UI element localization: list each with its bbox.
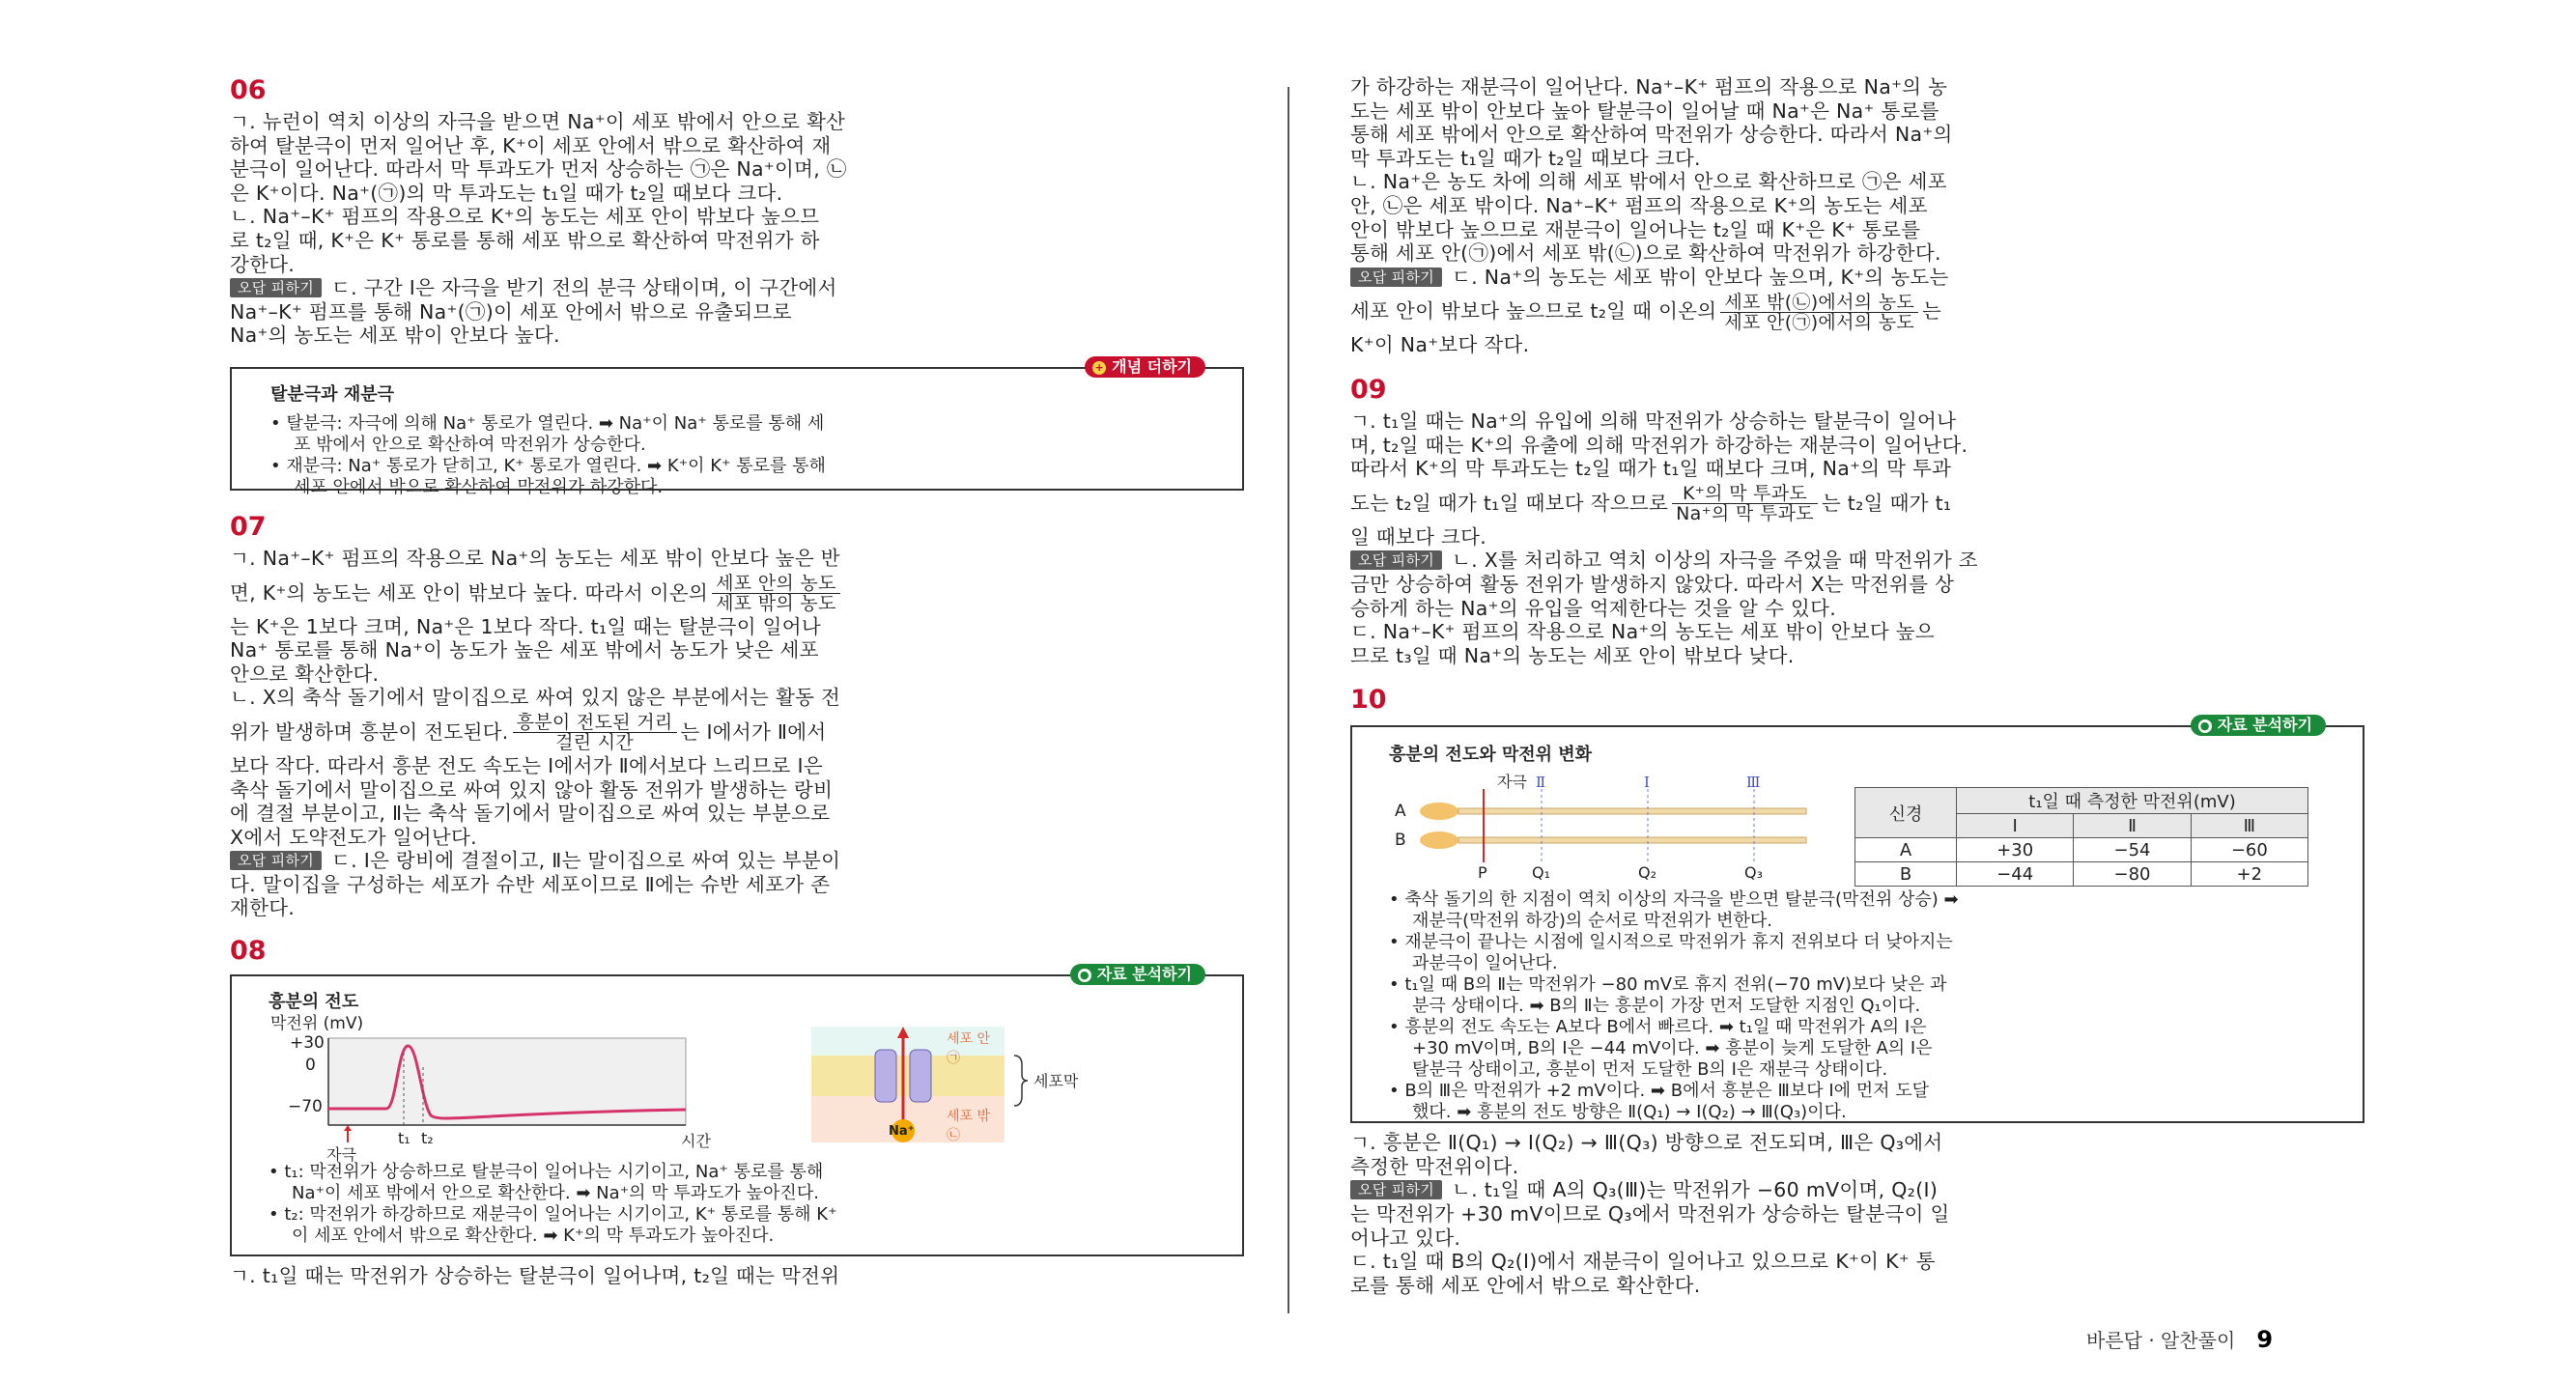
y-tick: 0 <box>305 1056 316 1076</box>
potential-table <box>1854 787 2308 887</box>
table-col-header: Ⅲ <box>2191 814 2307 838</box>
membrane-channel-diagram <box>811 1027 1053 1152</box>
text-line: 도는 t₂일 때가 t₁일 때보다 작으므로 $\frac{\text{K⁺의 막 투과도}}{\text{Na⁺의 막 투과도}}$ 는 t₂일 때가 t₁ <box>1350 483 1952 525</box>
text-line: K⁺이 Na⁺보다 작다. <box>1350 333 1530 357</box>
point-q3: Q₃ <box>1744 863 1764 883</box>
text-line: Na⁺의 농도는 세포 밖이 안보다 높다. <box>230 324 560 348</box>
text-line: 오답 피하기 ㄷ. Na⁺의 농도는 세포 밖이 안보다 높으며, K⁺의 농도는 <box>1350 266 2364 290</box>
box-title: 탈분극과 재분극 <box>270 383 394 405</box>
box-line: • 축삭 돌기의 한 지점이 역치 이상의 자극을 받으면 탈분극(막전위 상승) ➡ <box>1389 889 1959 911</box>
neuron-a-label: A <box>1395 802 1406 822</box>
text-line: 막 투과도는 t₁일 때가 t₂일 때보다 크다. <box>1350 146 1701 170</box>
text-line: 므로 t₃일 때 Na⁺의 농도는 세포 안이 밖보다 낮다. <box>1350 643 1795 667</box>
text-line: 승하게 하는 Na⁺의 유입을 억제한다는 것을 알 수 있다. <box>1350 596 1837 620</box>
fraction: $\frac{\text{흥분이 전도된 거리}}{\text{걸린 시간}}$ <box>513 713 677 752</box>
magnifier-icon: ● <box>2198 719 2212 733</box>
action-potential-graph <box>251 1009 792 1144</box>
x-axis-label: 시간 <box>681 1132 711 1151</box>
inside-label: 세포 안 ㉠ <box>947 1031 991 1067</box>
box-line: • 재분극: Na⁺ 통로가 닫히고, K⁺ 통로가 열린다. ➡ K⁺이 K⁺ 통로를 통해 <box>270 455 826 476</box>
data-analysis-box-10 <box>1350 716 2364 1123</box>
box-line: • 탈분극: 자극에 의해 Na⁺ 통로가 열린다. ➡ Na⁺이 Na⁺ 통로를 통해 세 <box>270 412 825 434</box>
box-line: 포 밖에서 안으로 확산하여 막전위가 상승한다. <box>294 434 646 455</box>
text-line: 오답 피하기 ㄴ. t₁일 때 A의 Q₃(Ⅲ)는 막전위가 −60 mV이며, Q₂(Ⅰ) <box>1350 1178 2364 1202</box>
text-line: 금만 상승하여 활동 전위가 발생하지 않았다. 따라서 X는 막전위를 상 <box>1350 572 1955 596</box>
table-cell: B <box>1855 862 1957 887</box>
text-line: 일 때보다 크다. <box>1350 524 1487 549</box>
channel-protein-right <box>910 1050 931 1102</box>
box-line: • 재분극이 끝나는 시점에 일시적으로 막전위가 휴지 전위보다 더 낮아지는 <box>1389 932 1953 953</box>
text-line: 오답 피하기 ㄷ. 구간 Ⅰ은 자극을 받기 전의 분극 상태이며, 이 구간에서 <box>230 276 1244 300</box>
box-line: 과분극이 일어난다. <box>1412 953 1558 974</box>
text-line: 로를 통해 세포 안에서 밖으로 확산한다. <box>1350 1273 1701 1297</box>
text-line: ㄷ. t₁일 때 B의 Q₂(Ⅰ)에서 재분극이 일어나고 있으므로 K⁺이 K⁺ 통 <box>1350 1250 1936 1274</box>
point-q1: Q₁ <box>1532 863 1551 883</box>
page-number: 9 <box>2256 1326 2274 1353</box>
question-number-09: 09 <box>1350 374 1387 405</box>
data-analysis-box-08 <box>230 965 1244 1256</box>
neuron-diagram <box>1381 766 1835 882</box>
point-roman-II: Ⅱ <box>1536 774 1546 792</box>
box-line: 재분극(막전위 하강)의 순서로 막전위가 변한다. <box>1412 911 1773 932</box>
y-tick: +30 <box>290 1033 325 1054</box>
concept-tag: + 개념 더하기 <box>1085 356 1205 378</box>
table-cell: A <box>1855 838 1957 862</box>
concept-box-06 <box>230 356 1244 497</box>
text-line: 에 결절 부분이고, Ⅱ는 축삭 돌기에서 말이집으로 싸여 있는 부분으로 <box>230 802 831 826</box>
box-line: • t₂: 막전위가 하강하므로 재분극이 일어나는 시기이고, K⁺ 통로를 통해 K⁺ <box>269 1204 837 1226</box>
text-line: 보다 작다. 따라서 흥분 전도 속도는 Ⅰ에서가 Ⅱ에서보다 느리므로 Ⅰ은 <box>230 753 823 777</box>
text-line: ㄱ. 뉴런이 역치 이상의 자극을 받으면 Na⁺이 세포 밖에서 안으로 확산 <box>230 110 846 133</box>
wrong-answer-badge: 오답 피하기 <box>1350 550 1442 570</box>
wrong-answer-badge: 오답 피하기 <box>1350 1180 1442 1199</box>
table-cell: −54 <box>2074 838 2191 862</box>
fraction: $\frac{\text{K⁺의 막 투과도}}{\text{Na⁺의 막 투과도}}$ <box>1672 484 1818 523</box>
text-line: ㄴ. Na⁺은 농도 차에 의해 세포 밖에서 안으로 확산하므로 ㉠은 세포 <box>1350 170 1947 194</box>
analysis-tag: ● 자료 분석하기 <box>1070 964 1205 985</box>
table-col-header: Ⅱ <box>2074 814 2191 838</box>
text-line: 어나고 있다. <box>1350 1226 1461 1250</box>
text-line: 는 K⁺은 1보다 크며, Na⁺은 1보다 작다. t₁일 때는 탈분극이 일어나 <box>230 614 821 638</box>
point-roman-III: Ⅲ <box>1746 774 1761 792</box>
table-cell: −80 <box>2074 862 2191 887</box>
table-row <box>1855 862 2308 887</box>
page-footer <box>2086 1325 2273 1353</box>
box-title: 흥분의 전도 <box>269 992 359 1013</box>
text-line: 면, K⁺의 농도는 세포 안이 밖보다 높다. 따라서 이온의 $\frac{\text{세포 안의 농도}}{\text{세포 밖의 농도}}$ <box>230 571 1244 615</box>
text-line: Na⁺–K⁺ 펌프를 통해 Na⁺(㉠)이 세포 안에서 밖으로 유출되므로 <box>230 299 792 324</box>
box-line: • B의 Ⅲ은 막전위가 +2 mV이다. ➡ B에서 흥분은 Ⅲ보다 Ⅰ에 먼저 도달 <box>1389 1081 1930 1102</box>
y-tick: −70 <box>288 1097 323 1117</box>
column-divider <box>1288 87 1289 1313</box>
fraction: $\frac{\text{세포 밖(㉡)에서의 농도}}{\text{세포 안(㉠)에서의 농도}}$ <box>1720 293 1918 332</box>
text-line: 통해 세포 안(㉠)에서 세포 밖(㉡)으로 확산하여 막전위가 하강한다. <box>1350 241 1941 266</box>
text-line: X에서 도약전도가 일어난다. <box>230 825 477 849</box>
text-line: 도는 세포 밖이 안보다 높아 탈분극이 일어날 때 Na⁺은 Na⁺ 통로를 <box>1350 99 1939 123</box>
text-line: 하여 탈분극이 먼저 일어난 후, K⁺이 세포 안에서 밖으로 확산하여 재 <box>230 133 832 157</box>
box-line: • 흥분의 전도 속도는 A보다 B에서 빠르다. ➡ t₁일 때 막전위가 A의 Ⅰ은 <box>1389 1017 1927 1038</box>
t2-label: t₂ <box>421 1129 434 1148</box>
stimulus-label: 자극 <box>326 1145 356 1165</box>
text-line: ㄱ. t₁일 때는 막전위가 상승하는 탈분극이 일어나며, t₂일 때는 막전위 <box>230 1264 840 1288</box>
text-line: 가 하강하는 재분극이 일어난다. Na⁺–K⁺ 펌프의 작용으로 Na⁺의 농 <box>1350 75 1948 99</box>
box-line: • t₁일 때 B의 Ⅱ는 막전위가 −80 mV로 휴지 전위(−70 mV)보다 낮은 과 <box>1389 974 1947 996</box>
text-line: ㄱ. t₁일 때는 Na⁺의 유입에 의해 막전위가 상승하는 탈분극이 일어나 <box>1350 409 1957 433</box>
box-line: +30 mV이며, B의 Ⅰ은 −44 mV이다. ➡ 흥분이 늦게 도달한 A의 Ⅰ은 <box>1412 1038 1933 1059</box>
stimulus-label: 자극 <box>1497 773 1527 792</box>
box-line: 탈분극 상태이고, 흥분이 먼저 도달한 B의 Ⅰ은 재분극 상태이다. <box>1412 1059 1888 1081</box>
neuron-a-cell-body <box>1420 803 1458 820</box>
analysis-tag: ● 자료 분석하기 <box>2191 715 2326 736</box>
text-line: 통해 세포 밖에서 안으로 확산하여 막전위가 상승한다. 따라서 Na⁺의 <box>1350 123 1953 147</box>
text-line: 세포 안이 밖보다 높으므로 t₂일 때 이온의 $\frac{\text{세포 밖(㉡)에서의 농도}}{\text{세포 안(㉠)에서의 농도}}$ 는 <box>1350 291 1942 333</box>
text-line: 강한다. <box>230 252 296 276</box>
text-line: ㄷ. Na⁺–K⁺ 펌프의 작용으로 Na⁺의 농도는 세포 밖이 안보다 높으 <box>1350 620 1935 644</box>
wrong-answer-badge: 오답 피하기 <box>1350 268 1442 287</box>
point-p: P <box>1478 863 1487 883</box>
box-title: 흥분의 전도와 막전위 변화 <box>1389 745 1593 766</box>
wrong-answer-badge: 오답 피하기 <box>230 278 322 297</box>
text-line: 재한다. <box>230 896 296 920</box>
text-line: Na⁺ 통로를 통해 Na⁺이 농도가 높은 세포 밖에서 농도가 낮은 세포 <box>230 638 819 662</box>
table-cell: +30 <box>1957 838 2074 862</box>
table-col-header: Ⅰ <box>1957 814 2074 838</box>
text-line: 다. 말이집을 구성하는 세포가 슈반 세포이므로 Ⅱ에는 슈반 세포가 존 <box>230 872 831 896</box>
membrane-brace <box>1014 1056 1028 1106</box>
question-number-08: 08 <box>230 936 267 967</box>
table-cell: +2 <box>2191 862 2307 887</box>
wrong-answer-badge: 오답 피하기 <box>230 851 322 870</box>
table-header-main: t₁일 때 측정한 막전위(mV) <box>1957 788 2308 814</box>
text-line: 위가 발생하며 흥분이 전도된다. $\frac{\text{흥분이 전도된 거리}}{\text{걸린 시간}}$ 는 Ⅰ에서가 Ⅱ에서 <box>230 712 827 754</box>
table-cell: −60 <box>2191 838 2307 862</box>
table-cell: −44 <box>1957 862 2074 887</box>
table-row <box>1855 838 2308 862</box>
t1-label: t₁ <box>398 1129 410 1148</box>
text-line: 은 K⁺이다. Na⁺(㉠)의 막 투과도는 t₁일 때가 t₂일 때보다 크다. <box>230 181 783 205</box>
text-line: 따라서 K⁺의 막 투과도는 t₂일 때가 t₁일 때보다 크며, Na⁺의 막 투과 <box>1350 457 1952 481</box>
right-column <box>1350 75 2364 1297</box>
text-line: 축삭 돌기에서 말이집으로 싸여 있지 않아 활동 전위가 발생하는 랑비 <box>230 777 834 802</box>
left-column <box>230 75 1244 1288</box>
text-line: 오답 피하기 ㄴ. X를 처리하고 역치 이상의 자극을 주었을 때 막전위가 조 <box>1350 549 2364 573</box>
point-roman-I: Ⅰ <box>1644 774 1650 792</box>
text-line: 오답 피하기 ㄷ. Ⅰ은 랑비에 결절이고, Ⅱ는 말이집으로 싸여 있는 부분이 <box>230 849 1244 873</box>
box-line: • t₁: 막전위가 상승하므로 탈분극이 일어나는 시기이고, Na⁺ 통로를 통해 <box>269 1162 824 1183</box>
fraction: $\frac{\text{세포 안의 농도}}{\text{세포 밖의 농도}}$ <box>712 574 840 613</box>
text-line: 분극이 일어난다. 따라서 막 투과도가 먼저 상승하는 ㉠은 Na⁺이며, ㉡ <box>230 157 847 182</box>
text-line: 안이 밖보다 높으므로 재분극이 일어나는 t₂일 때 K⁺은 K⁺ 통로를 <box>1350 217 1921 241</box>
box-line: 세포 안에서 밖으로 확산하여 막전위가 하강한다. <box>294 476 664 497</box>
text-line: 며, t₂일 때는 K⁺의 유출에 의해 막전위가 하강하는 재분극이 일어난다. <box>1350 433 1968 457</box>
point-q2: Q₂ <box>1638 863 1657 883</box>
text-line: ㄱ. 흥분은 Ⅱ(Q₁) → Ⅰ(Q₂) → Ⅲ(Q₃) 방향으로 전도되며, Ⅲ은 Q₃에서 <box>1350 1131 1943 1155</box>
text-line: 안, ㉡은 세포 밖이다. Na⁺–K⁺ 펌프의 작용으로 K⁺의 농도는 세포 <box>1350 193 1928 217</box>
footer-label: 바른답 · 알찬풀이 <box>2086 1329 2236 1352</box>
stimulus-arrowhead <box>344 1125 352 1131</box>
channel-protein-left <box>875 1050 896 1102</box>
text-line: ㄱ. Na⁺–K⁺ 펌프의 작용으로 Na⁺의 농도는 세포 밖이 안보다 높은 반 <box>230 546 840 570</box>
outside-label: 세포 밖 ㉡ <box>947 1109 991 1144</box>
neuron-b-label: B <box>1395 831 1406 851</box>
text-line: 로 t₂일 때, K⁺은 K⁺ 통로를 통해 세포 밖으로 확산하여 막전위가 하 <box>230 228 820 252</box>
neuron-b-cell-body <box>1420 831 1458 849</box>
text-line: ㄴ. Na⁺–K⁺ 펌프의 작용으로 K⁺의 농도는 세포 안이 밖보다 높으므 <box>230 205 820 229</box>
text-line: 측정한 막전위이다. <box>1350 1154 1519 1178</box>
plus-icon: + <box>1092 361 1106 375</box>
box-line: 했다. ➡ 흥분의 전도 방향은 Ⅱ(Q₁) → Ⅰ(Q₂) → Ⅲ(Q₃)이다. <box>1412 1102 1847 1123</box>
table-header-neuron: 신경 <box>1855 788 1957 838</box>
question-number-06: 06 <box>230 75 267 105</box>
question-number-07: 07 <box>230 511 267 542</box>
magnifier-icon: ● <box>1078 969 1091 982</box>
box-line: Na⁺이 세포 밖에서 안으로 확산한다. ➡ Na⁺의 막 투과도가 높아진다. <box>292 1183 819 1204</box>
box-line: 분극 상태이다. ➡ B의 Ⅱ는 흥분이 가장 먼저 도달한 지점인 Q₁이다. <box>1412 996 1921 1017</box>
question-number-10: 10 <box>1350 685 1387 716</box>
box-line: 이 세포 안에서 밖으로 확산한다. ➡ K⁺의 막 투과도가 높아진다. <box>292 1226 775 1247</box>
text-line: 안으로 확산한다. <box>230 662 380 686</box>
graph-y-label: 막전위 (mV) <box>270 1014 364 1034</box>
text-line: ㄴ. X의 축삭 돌기에서 말이집으로 싸여 있지 않은 부분에서는 활동 전 <box>230 686 841 710</box>
membrane-label: 세포막 <box>1033 1072 1079 1091</box>
text-line: 는 막전위가 +30 mV이므로 Q₃에서 막전위가 상승하는 탈분극이 일 <box>1350 1202 1950 1226</box>
na-ion-label: Na⁺ <box>889 1124 915 1140</box>
